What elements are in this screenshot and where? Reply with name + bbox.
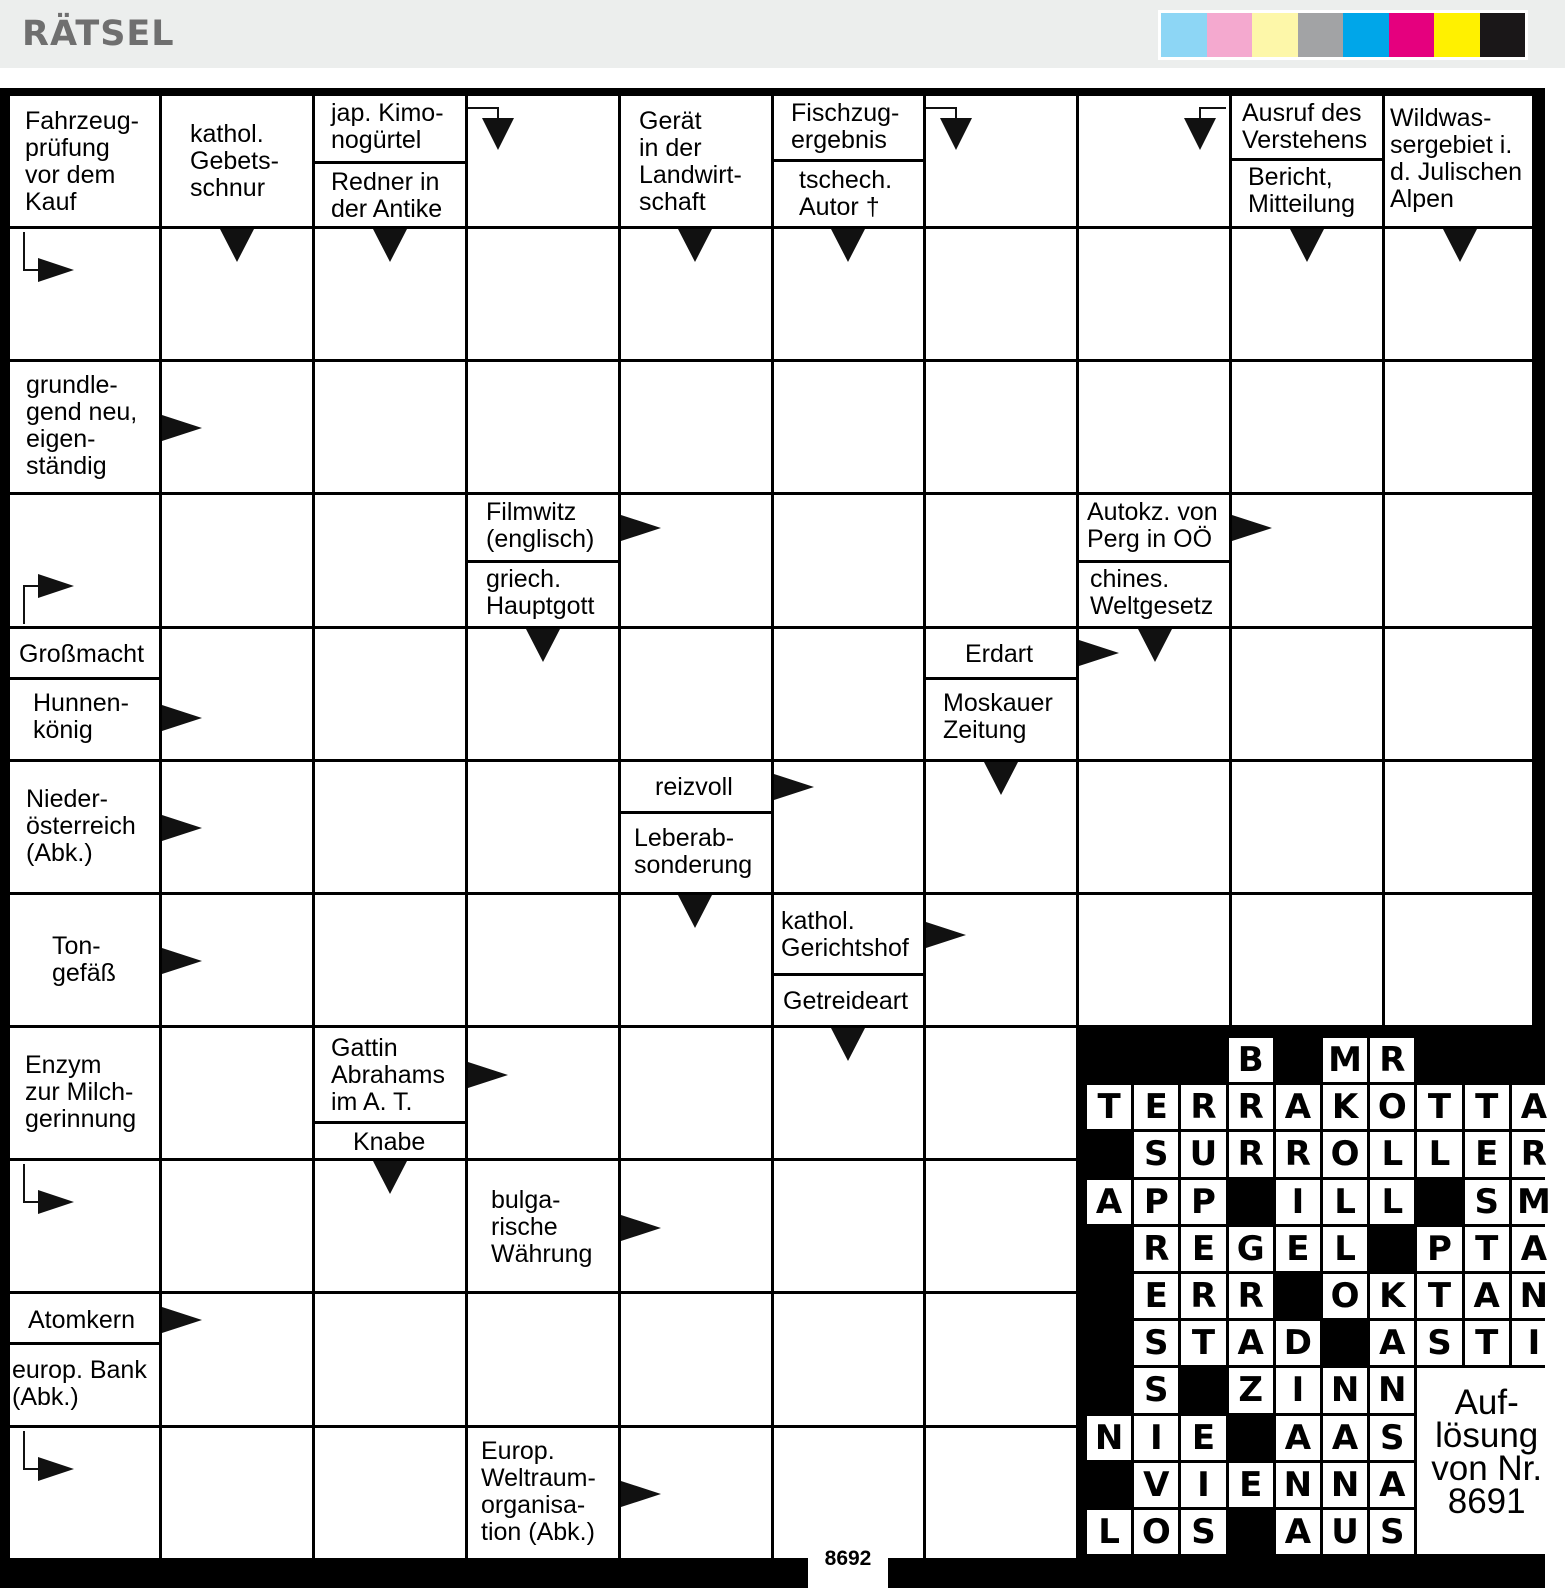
bent-arrow-icon: [22, 564, 92, 624]
clue-erdart: Erdart: [965, 640, 1034, 668]
solution-letter: O: [1323, 1274, 1367, 1318]
solution-letter: I: [1181, 1463, 1225, 1507]
arrow-right-icon: [162, 943, 204, 979]
solution-letter: M: [1323, 1038, 1367, 1082]
clue-divider: [1079, 560, 1229, 563]
solution-letter: T: [1087, 1085, 1131, 1129]
solution-letter: P: [1417, 1227, 1461, 1271]
clue-getreideart: Getreideart: [783, 987, 909, 1015]
solution-letter: A: [1229, 1321, 1273, 1365]
color-swatch: [1434, 13, 1480, 57]
grid-cell[interactable]: [315, 495, 465, 626]
clue-bericht: Bericht, Mitteilung: [1248, 163, 1355, 218]
bent-arrow-icon: [1180, 100, 1250, 160]
arrow-right-icon: [774, 769, 816, 805]
arrow-right-icon: [162, 1302, 204, 1338]
solution-letter: K: [1370, 1274, 1414, 1318]
clue-knabe: Knabe: [353, 1128, 426, 1156]
grid-cell[interactable]: [621, 1028, 771, 1158]
solution-letter: R: [1181, 1085, 1225, 1129]
arrow-right-icon: [926, 917, 968, 953]
clue-divider: [774, 159, 923, 162]
solution-letter: A: [1370, 1463, 1414, 1507]
clue-wildwasser: Wildwas- sergebiet i. d. Julischen Alpen: [1390, 104, 1523, 213]
solution-letter: E: [1181, 1227, 1225, 1271]
color-swatch: [1480, 13, 1526, 57]
solution-letter: N: [1087, 1416, 1131, 1460]
solution-letter: T: [1181, 1321, 1225, 1365]
solution-letter: I: [1134, 1416, 1178, 1460]
solution-letter: U: [1181, 1132, 1225, 1176]
clue-fahrzeugpruefung: Fahrzeug- prüfung vor dem Kauf: [25, 107, 139, 216]
clue-divider: [10, 677, 159, 680]
grid-cell[interactable]: [774, 629, 923, 759]
grid-cell[interactable]: [162, 629, 312, 759]
grid-cell[interactable]: [1079, 762, 1229, 892]
arrow-down-icon: [1287, 229, 1327, 265]
grid-cell[interactable]: [468, 229, 618, 359]
solution-letter: E: [1134, 1085, 1178, 1129]
clue-reizvoll: reizvoll: [655, 773, 733, 801]
grid-cell[interactable]: [926, 1161, 1076, 1291]
color-swatch: [1207, 13, 1253, 57]
grid-cell[interactable]: [926, 1294, 1076, 1425]
grid-cell[interactable]: [162, 1428, 312, 1558]
grid-cell[interactable]: [1385, 629, 1532, 759]
grid-cell[interactable]: [774, 1294, 923, 1425]
clue-divider: [774, 973, 923, 976]
grid-cell[interactable]: [774, 495, 923, 626]
clue-europ_bank: europ. Bank (Abk.): [12, 1356, 147, 1411]
color-swatch: [1343, 13, 1389, 57]
bent-arrow-icon: [926, 100, 996, 160]
grid-cell[interactable]: [1079, 229, 1229, 359]
grid-cell[interactable]: [315, 895, 465, 1025]
solution-letter: I: [1512, 1321, 1556, 1365]
grid-cell[interactable]: [468, 1028, 618, 1158]
solution-letter: T: [1417, 1274, 1461, 1318]
solution-letter: S: [1370, 1510, 1414, 1554]
arrow-down-icon: [981, 762, 1021, 798]
clue-gattin: Gattin Abrahams im A. T.: [331, 1034, 445, 1116]
solution-letter: I: [1276, 1180, 1320, 1224]
solution-letter: S: [1134, 1132, 1178, 1176]
solution-letter: A: [1512, 1227, 1556, 1271]
clue-enzym: Enzym zur Milch- gerinnung: [25, 1051, 137, 1133]
solution-letter: L: [1323, 1227, 1367, 1271]
solution-letter: O: [1323, 1132, 1367, 1176]
solution-letter: L: [1370, 1180, 1414, 1224]
solution-letter: Z: [1229, 1368, 1273, 1412]
arrow-down-icon: [675, 229, 715, 265]
arrow-down-icon: [828, 229, 868, 265]
grid-cell[interactable]: [926, 362, 1076, 492]
grid-cell[interactable]: [315, 1294, 465, 1425]
arrow-right-icon: [468, 1057, 510, 1093]
arrow-right-icon: [1232, 510, 1274, 546]
solution-letter: R: [1134, 1227, 1178, 1271]
clue-tongefaess: Ton- gefäß: [52, 932, 116, 987]
grid-cell[interactable]: [1385, 362, 1532, 492]
grid-cell[interactable]: [774, 1161, 923, 1291]
grid-cell[interactable]: [774, 362, 923, 492]
clue-atomkern: Atomkern: [28, 1306, 135, 1334]
grid-cell[interactable]: [1385, 762, 1532, 892]
clue-filmwitz: Filmwitz (englisch): [486, 498, 595, 553]
arrow-down-icon: [370, 1161, 410, 1197]
solution-letter: R: [1181, 1274, 1225, 1318]
solution-letter: T: [1465, 1321, 1509, 1365]
grid-cell[interactable]: [468, 895, 618, 1025]
crossword-board: [0, 88, 1551, 1588]
grid-cell[interactable]: [1232, 895, 1382, 1025]
arrow-right-icon: [621, 1210, 663, 1246]
arrow-down-icon: [523, 629, 563, 665]
grid-cell[interactable]: [1385, 495, 1532, 626]
bent-arrow-icon: [468, 100, 538, 160]
solution-letter: P: [1134, 1180, 1178, 1224]
grid-cell[interactable]: [774, 1428, 923, 1558]
color-swatch: [1389, 13, 1435, 57]
solution-letter: A: [1370, 1321, 1414, 1365]
solution-letter: S: [1465, 1180, 1509, 1224]
grid-cell[interactable]: [926, 495, 1076, 626]
solution-letter: V: [1134, 1463, 1178, 1507]
clue-autokz: Autokz. von Perg in OÖ: [1087, 498, 1218, 553]
solution-letter: E: [1181, 1416, 1225, 1460]
solution-letter: R: [1276, 1132, 1320, 1176]
header-bar: [0, 0, 1565, 68]
grid-cell[interactable]: [315, 629, 465, 759]
clue-leberab: Leberab- sonderung: [634, 824, 753, 879]
clue-divider: [10, 1342, 159, 1345]
solution-letter: N: [1370, 1368, 1414, 1412]
solution-letter: M: [1512, 1180, 1556, 1224]
solution-letter: T: [1465, 1227, 1509, 1271]
clue-niederoesterreich: Nieder- österreich (Abk.): [26, 785, 136, 867]
clue-gebetsschnur: kathol. Gebets- schnur: [190, 120, 279, 202]
grid-cell[interactable]: [315, 362, 465, 492]
solution-letter: U: [1323, 1510, 1367, 1554]
grid-cell[interactable]: [621, 362, 771, 492]
solution-letter: N: [1323, 1368, 1367, 1412]
arrow-right-icon: [621, 510, 663, 546]
solution-letter: A: [1276, 1416, 1320, 1460]
clue-divider: [926, 677, 1076, 680]
solution-letter: L: [1323, 1180, 1367, 1224]
solution-letter: E: [1134, 1274, 1178, 1318]
grid-cell[interactable]: [1079, 362, 1229, 492]
solution-letter: T: [1465, 1085, 1509, 1129]
solution-letter: S: [1134, 1321, 1178, 1365]
arrow-right-icon: [1079, 635, 1121, 671]
solution-letter: A: [1323, 1416, 1367, 1460]
clue-divider: [1232, 158, 1382, 161]
bent-arrow-icon: [22, 1431, 92, 1491]
grid-cell[interactable]: [468, 762, 618, 892]
grid-cell[interactable]: [1385, 895, 1532, 1025]
grid-cell[interactable]: [315, 1428, 465, 1558]
solution-letter: L: [1370, 1132, 1414, 1176]
clue-tschech_autor: tschech. Autor †: [799, 166, 893, 221]
arrow-right-icon: [621, 1476, 663, 1512]
grid-cell[interactable]: [621, 1294, 771, 1425]
arrow-down-icon: [828, 1028, 868, 1064]
grid-cell[interactable]: [162, 495, 312, 626]
grid-cell[interactable]: [926, 895, 1076, 1025]
arrow-down-icon: [1135, 629, 1175, 665]
solution-letter: A: [1276, 1085, 1320, 1129]
clue-divider: [621, 811, 771, 814]
grid-cell[interactable]: [926, 229, 1076, 359]
arrow-right-icon: [162, 810, 204, 846]
solution-letter: L: [1087, 1510, 1131, 1554]
arrow-right-icon: [162, 700, 204, 736]
solution-letter: A: [1465, 1274, 1509, 1318]
clue-ausruf: Ausruf des Verstehens: [1242, 99, 1368, 154]
clue-weltraum: Europ. Weltraum- organisa- tion (Abk.): [481, 1437, 596, 1546]
puzzle-number: 8692: [808, 1544, 888, 1588]
clue-divider: [315, 161, 465, 164]
solution-letter: O: [1370, 1085, 1414, 1129]
solution-letter: S: [1181, 1510, 1225, 1554]
clue-weltgesetz: chines. Weltgesetz: [1090, 565, 1214, 620]
solution-letter: R: [1512, 1132, 1556, 1176]
solution-letter: N: [1512, 1274, 1556, 1318]
solution-letter: S: [1370, 1416, 1414, 1460]
solution-letter: N: [1276, 1463, 1320, 1507]
solution-letter: T: [1417, 1085, 1461, 1129]
clue-divider: [468, 560, 618, 563]
grid-cell[interactable]: [926, 1028, 1076, 1158]
solution-letter: O: [1134, 1510, 1178, 1554]
solution-letter: E: [1229, 1463, 1273, 1507]
grid-cell[interactable]: [468, 1294, 618, 1425]
clue-redner: Redner in der Antike: [331, 168, 443, 223]
clue-fischzug: Fischzug- ergebnis: [791, 99, 900, 154]
bent-arrow-icon: [22, 232, 92, 292]
clue-waehrung: bulga- rische Währung: [491, 1186, 593, 1268]
grid-cell[interactable]: [1232, 362, 1382, 492]
solution-letter: G: [1229, 1227, 1273, 1271]
color-swatch: [1298, 13, 1344, 57]
grid-cell[interactable]: [1232, 762, 1382, 892]
solution-letter: B: [1229, 1038, 1273, 1082]
grid-cell[interactable]: [621, 629, 771, 759]
solution-letter: R: [1229, 1274, 1273, 1318]
solution-letter: N: [1323, 1463, 1367, 1507]
clue-divider: [315, 1121, 465, 1124]
solution-letter: R: [1370, 1038, 1414, 1082]
clue-moskauer: Moskauer Zeitung: [943, 689, 1053, 744]
arrow-down-icon: [1440, 229, 1480, 265]
solution-letter: P: [1181, 1180, 1225, 1224]
grid-cell[interactable]: [926, 1428, 1076, 1558]
solution-letter: E: [1465, 1132, 1509, 1176]
solution-letter: R: [1229, 1132, 1273, 1176]
clue-hauptgott: griech. Hauptgott: [486, 565, 595, 620]
solution-letter: A: [1276, 1510, 1320, 1554]
solution-letter: E: [1276, 1227, 1320, 1271]
grid-cell[interactable]: [315, 762, 465, 892]
arrow-down-icon: [217, 229, 257, 265]
solution-letter: D: [1276, 1321, 1320, 1365]
grid-cell[interactable]: [162, 1028, 312, 1158]
solution-letter: K: [1323, 1085, 1367, 1129]
solution-caption: Auf- lösung von Nr. 8691: [1417, 1368, 1556, 1554]
clue-grundlegend: grundle- gend neu, eigen- ständig: [26, 371, 138, 480]
solution-letter: A: [1087, 1180, 1131, 1224]
color-calibration-bar: [1158, 10, 1528, 60]
clue-geraet: Gerät in der Landwirt- schaft: [639, 107, 742, 216]
solution-letter: A: [1512, 1085, 1556, 1129]
arrow-down-icon: [370, 229, 410, 265]
arrow-down-icon: [675, 895, 715, 931]
clue-kimonoguertel: jap. Kimo- nogürtel: [331, 99, 444, 154]
solution-letter: L: [1417, 1132, 1461, 1176]
clue-hunnenkoenig: Hunnen- könig: [33, 689, 129, 744]
grid-cell[interactable]: [1232, 629, 1382, 759]
color-swatch: [1252, 13, 1298, 57]
solution-letter: S: [1417, 1321, 1461, 1365]
solution-letter: S: [1134, 1368, 1178, 1412]
clue-gerichtshof: kathol. Gerichtshof: [781, 907, 909, 962]
clue-grossmacht: Großmacht: [19, 640, 145, 668]
solution-letter: I: [1276, 1368, 1320, 1412]
bent-arrow-icon: [22, 1164, 92, 1224]
grid-cell[interactable]: [162, 1161, 312, 1291]
color-swatch: [1161, 13, 1207, 57]
solution-letter: R: [1229, 1085, 1273, 1129]
grid-cell[interactable]: [1079, 895, 1229, 1025]
page-title: RÄTSEL: [22, 14, 175, 54]
grid-cell[interactable]: [468, 362, 618, 492]
arrow-right-icon: [162, 410, 204, 446]
